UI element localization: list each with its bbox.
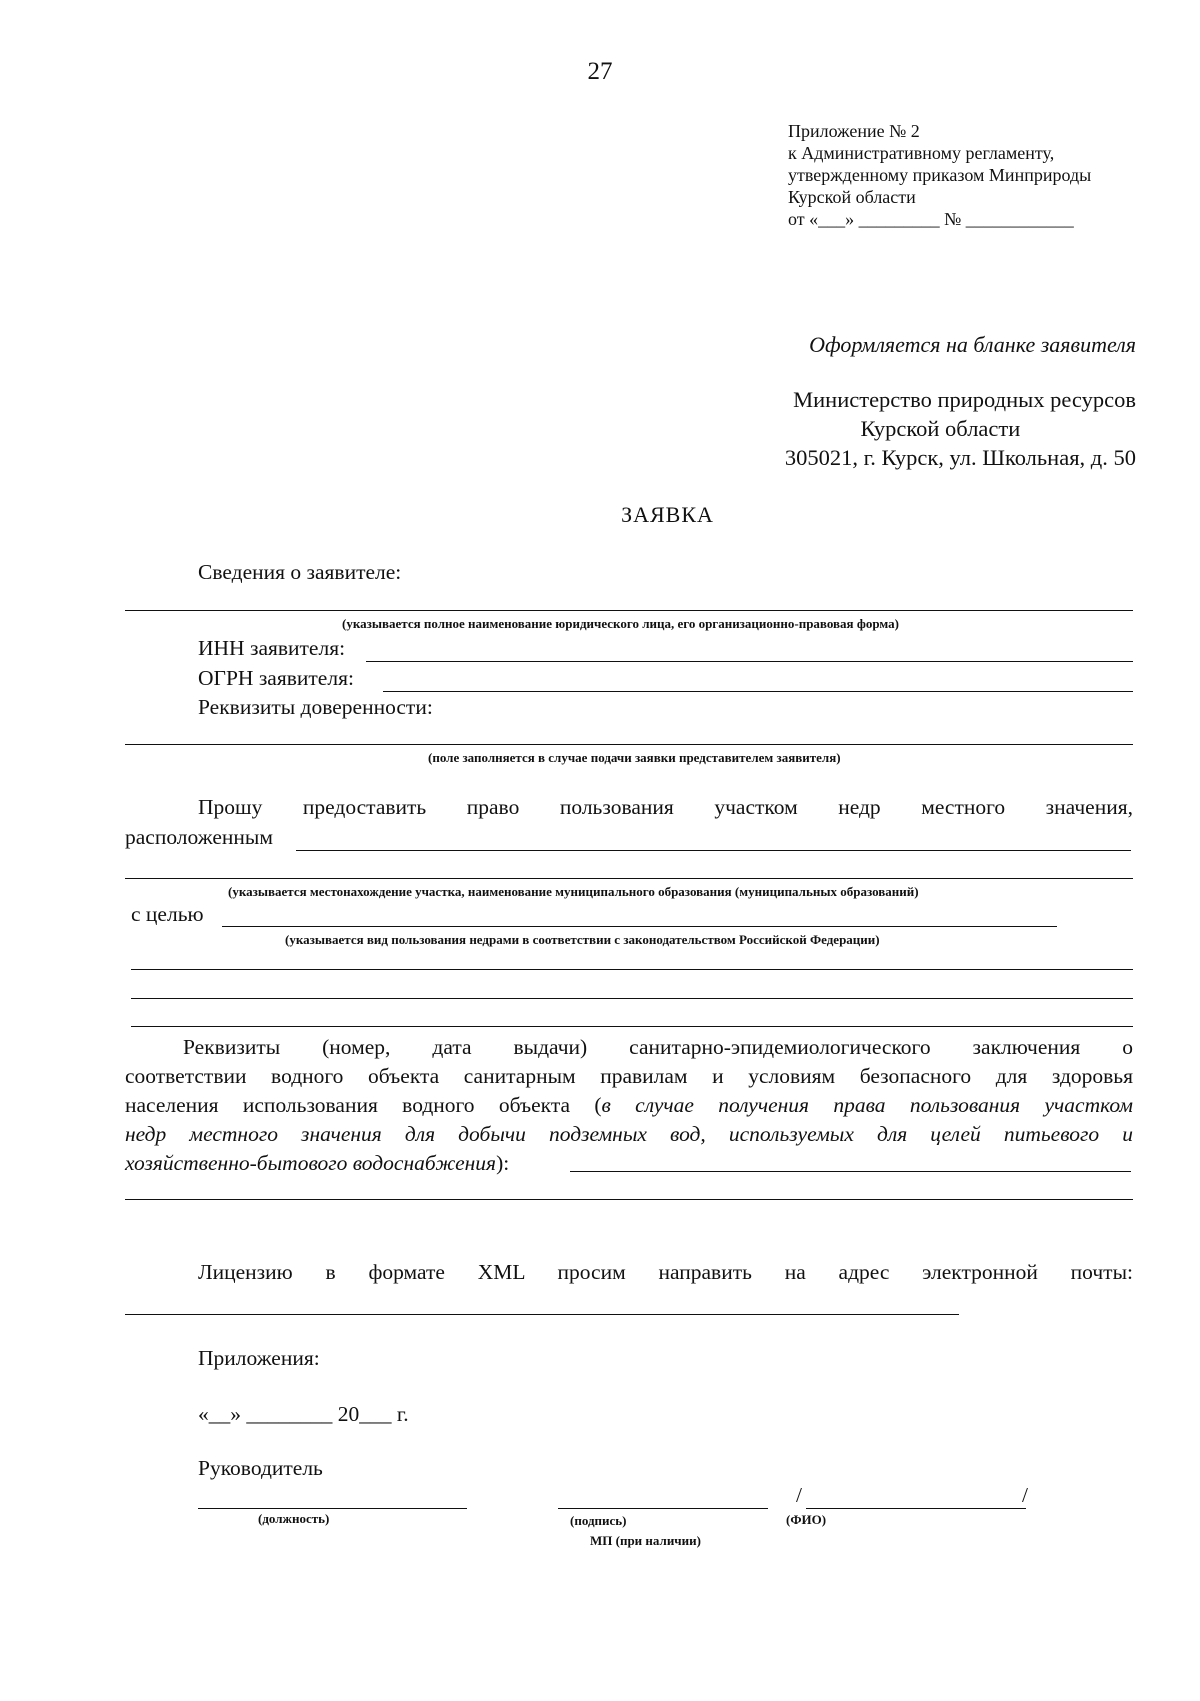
- addressee-block: [785, 385, 1136, 472]
- location-field[interactable]: [296, 850, 1131, 851]
- email-field[interactable]: [125, 1314, 959, 1315]
- request-location-label: расположенным: [125, 825, 273, 849]
- addressee-line-1: Министерство природных ресурсов: [793, 387, 1136, 412]
- ogrn-field[interactable]: [383, 691, 1133, 692]
- request-line-1: Прошу предоставить право пользования участком недр местного значения,: [198, 795, 1133, 819]
- annex-line-3: утвержденному приказом Минприроды: [788, 165, 1092, 185]
- poa-hint: (поле заполняется в случае подачи заявки представителем заявителя): [428, 750, 841, 765]
- purpose-field[interactable]: [222, 926, 1057, 927]
- sanitary-line-3-plain: населения использования водного объекта (: [125, 1093, 602, 1117]
- date-line[interactable]: «__» ________ 20___ г.: [198, 1402, 409, 1426]
- sanitary-line-1: Реквизиты (номер, дата выдачи) санитарно-эпидемиологического заключения о: [183, 1035, 1133, 1059]
- name-hint: (ФИО): [786, 1512, 827, 1527]
- document-title: ЗАЯВКА: [621, 502, 714, 527]
- page-number: 27: [587, 58, 613, 85]
- purpose-hint: (указывается вид пользования недрами в соответствии с законодательством Российской Федерации): [285, 932, 880, 947]
- sanitary-paragraph: [125, 1033, 1133, 1178]
- form-note: Оформляется на бланке заявителя: [809, 332, 1136, 357]
- applicant-name-hint: (указывается полное наименование юридического лица, его организационно-правовая форма): [342, 616, 899, 631]
- name-field[interactable]: [806, 1508, 1026, 1509]
- addressee-line-2: Курской области: [860, 416, 1021, 441]
- ogrn-label: ОГРН заявителя:: [198, 666, 354, 690]
- annex-line-2: к Административному регламенту,: [788, 143, 1055, 163]
- signature-hint: (подпись): [570, 1513, 627, 1528]
- attachments-label: Приложения:: [198, 1346, 320, 1370]
- sanitary-line-3-italic: в случае получения права пользования участком: [601, 1093, 1133, 1117]
- sanitary-line-5: [125, 1149, 1133, 1178]
- name-slash-right: /: [1022, 1483, 1028, 1507]
- annex-line-4: Курской области: [788, 187, 916, 207]
- blank-line-1[interactable]: [131, 969, 1133, 970]
- location-field-2[interactable]: [125, 878, 1133, 879]
- inn-field[interactable]: [366, 661, 1133, 662]
- position-hint: (должность): [258, 1511, 330, 1526]
- sanitary-field-2[interactable]: [125, 1199, 1133, 1200]
- sanitary-field[interactable]: [570, 1171, 1131, 1172]
- sanitary-line-5-italic: хозяйственно-бытового водоснабжения: [125, 1151, 497, 1175]
- role-label: Руководитель: [198, 1456, 323, 1480]
- location-hint: (указывается местонахождение участка, наименование муниципального образования (муниципальных образований): [228, 884, 919, 899]
- blank-line-3[interactable]: [131, 1026, 1133, 1027]
- addressee-line-3: 305021, г. Курск, ул. Школьная, д. 50: [784, 445, 1136, 470]
- name-slash-left: /: [796, 1483, 802, 1507]
- annex-header: [788, 120, 1091, 230]
- sanitary-line-2: соответствии водного объекта санитарным правилам и условиям безопасного для здоровья: [125, 1064, 1133, 1088]
- inn-label: ИНН заявителя:: [198, 636, 346, 660]
- poa-field[interactable]: [125, 744, 1133, 745]
- purpose-label: с целью: [131, 902, 204, 926]
- license-email-line: Лицензию в формате XML просим направить на адрес электронной почты:: [198, 1260, 1133, 1284]
- applicant-name-line[interactable]: [125, 610, 1133, 611]
- sanitary-line-5-plain: ):: [496, 1151, 510, 1175]
- poa-label: Реквизиты доверенности:: [198, 695, 433, 719]
- annex-line-1: Приложение № 2: [788, 121, 920, 141]
- seal-hint: МП (при наличии): [590, 1533, 701, 1548]
- sanitary-line-4: недр местного значения для добычи подземных вод, используемых для целей питьевого и: [125, 1122, 1133, 1146]
- annex-line-5: от «___» _________ № ____________: [788, 209, 1074, 229]
- applicant-heading: Сведения о заявителе:: [198, 560, 402, 584]
- sanitary-line-3: [125, 1091, 1133, 1120]
- blank-line-2[interactable]: [131, 998, 1133, 999]
- signature-field[interactable]: [558, 1508, 768, 1509]
- position-field[interactable]: [198, 1508, 467, 1509]
